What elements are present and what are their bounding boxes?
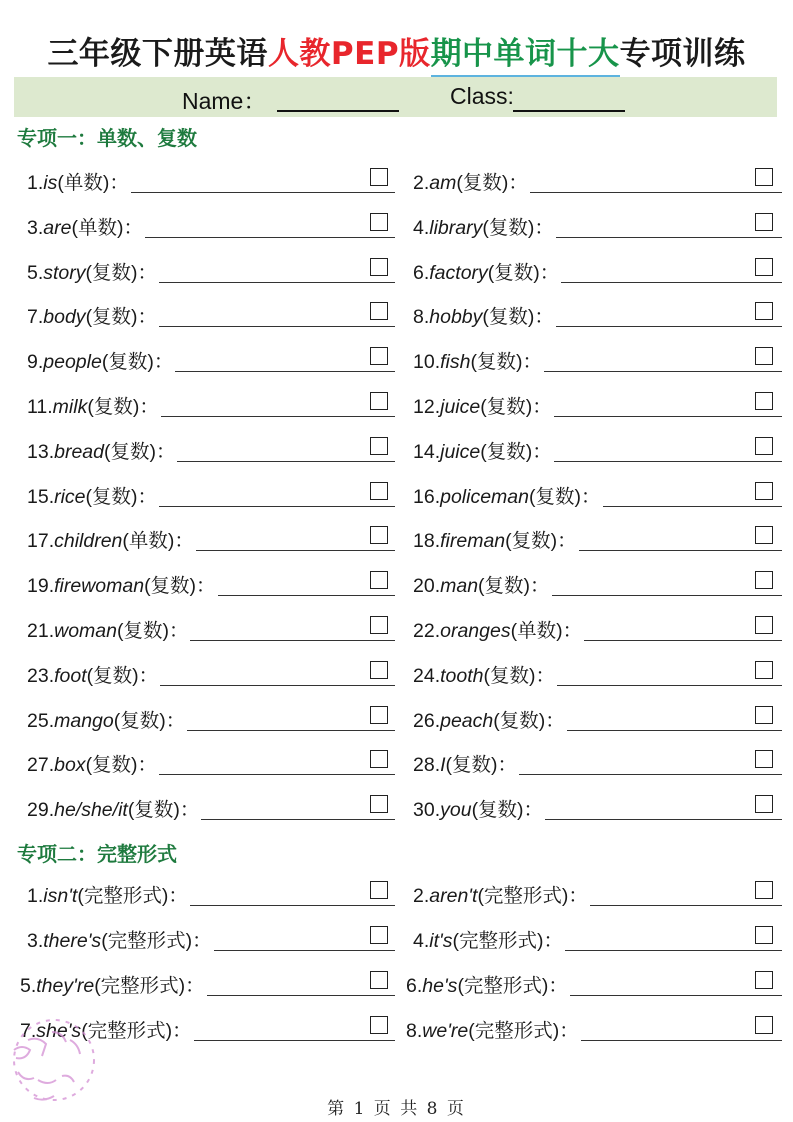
item-number: 11. bbox=[27, 396, 53, 418]
item-word: she's bbox=[36, 1020, 82, 1042]
item-word: body bbox=[43, 306, 86, 329]
item-label bbox=[413, 301, 554, 329]
item-number: 8. bbox=[413, 306, 430, 329]
check-box[interactable] bbox=[370, 168, 388, 186]
item-label bbox=[413, 705, 565, 733]
class-blank[interactable] bbox=[513, 110, 625, 112]
item-label bbox=[413, 212, 554, 240]
exercise-item bbox=[406, 1011, 782, 1047]
answer-blank[interactable] bbox=[218, 595, 395, 596]
exercise-item bbox=[27, 656, 395, 692]
item-number: 10. bbox=[413, 351, 441, 374]
check-box[interactable] bbox=[370, 482, 388, 500]
title-topic: 期中单词十大 bbox=[431, 28, 620, 73]
item-hint: (复数)： bbox=[85, 754, 158, 777]
item-hint: (单数)： bbox=[510, 620, 583, 642]
check-box[interactable] bbox=[370, 750, 388, 768]
answer-blank[interactable] bbox=[159, 506, 395, 507]
exercise-item bbox=[413, 745, 782, 781]
section-heading-full-form: 专项二：完整形式 bbox=[17, 842, 177, 866]
item-number: 19. bbox=[27, 575, 55, 598]
exercise-item bbox=[413, 297, 782, 333]
item-word: fish bbox=[440, 351, 471, 374]
exercise-item bbox=[413, 342, 782, 378]
item-number: 22. bbox=[413, 620, 441, 642]
item-word: am bbox=[429, 172, 457, 194]
check-box[interactable] bbox=[755, 168, 773, 186]
check-box[interactable] bbox=[370, 347, 388, 365]
item-hint: (复数)： bbox=[445, 754, 518, 777]
item-word: library bbox=[429, 216, 483, 239]
item-hint: (复数)： bbox=[85, 306, 158, 329]
check-box[interactable] bbox=[370, 881, 388, 899]
item-number: 7. bbox=[27, 306, 44, 329]
item-word: man bbox=[440, 575, 479, 598]
item-word: fireman bbox=[440, 530, 506, 553]
check-box[interactable] bbox=[370, 616, 388, 634]
check-box[interactable] bbox=[755, 482, 773, 500]
item-label bbox=[413, 880, 588, 908]
item-number: 26. bbox=[413, 709, 441, 732]
check-box[interactable] bbox=[370, 706, 388, 724]
item-hint: (完整形式)： bbox=[77, 885, 188, 907]
item-word: firewoman bbox=[54, 575, 145, 598]
item-word: is bbox=[43, 172, 58, 194]
answer-blank[interactable] bbox=[581, 1040, 782, 1041]
item-number: 7. bbox=[20, 1020, 37, 1042]
check-box[interactable] bbox=[370, 661, 388, 679]
check-box[interactable] bbox=[755, 437, 773, 455]
answer-blank[interactable] bbox=[194, 1040, 395, 1041]
item-number: 23. bbox=[27, 664, 55, 687]
exercise-item bbox=[413, 253, 782, 289]
item-number: 1. bbox=[27, 885, 44, 907]
answer-blank[interactable] bbox=[557, 685, 782, 686]
item-label bbox=[413, 570, 550, 598]
item-word: mango bbox=[54, 709, 114, 732]
check-box[interactable] bbox=[370, 571, 388, 589]
item-label bbox=[27, 749, 157, 777]
item-word: foot bbox=[54, 664, 87, 687]
item-hint: (复数)： bbox=[471, 799, 544, 822]
item-number: 29. bbox=[27, 799, 55, 822]
check-box[interactable] bbox=[370, 795, 388, 813]
item-word: I bbox=[440, 754, 446, 777]
item-label bbox=[27, 212, 143, 240]
item-label bbox=[20, 970, 205, 998]
exercise-item bbox=[413, 477, 782, 513]
answer-blank[interactable] bbox=[554, 461, 782, 462]
item-word: rice bbox=[54, 485, 86, 508]
item-hint: (复数)： bbox=[505, 530, 577, 553]
check-box[interactable] bbox=[370, 258, 388, 276]
check-box[interactable] bbox=[755, 616, 773, 634]
exercise-item bbox=[27, 432, 395, 468]
item-word: it's bbox=[429, 930, 453, 952]
item-label bbox=[27, 660, 158, 688]
answer-blank[interactable] bbox=[554, 416, 782, 417]
item-label bbox=[27, 436, 175, 464]
item-number: 28. bbox=[413, 754, 441, 777]
item-number: 25. bbox=[27, 709, 55, 732]
item-word: tooth bbox=[440, 664, 484, 687]
answer-blank[interactable] bbox=[579, 550, 782, 551]
check-box[interactable] bbox=[370, 392, 388, 410]
item-label bbox=[413, 660, 555, 688]
item-hint: (完整形式)： bbox=[457, 975, 568, 997]
item-label bbox=[27, 794, 199, 822]
check-box[interactable] bbox=[755, 926, 773, 944]
item-number: 9. bbox=[27, 351, 44, 374]
check-box[interactable] bbox=[755, 971, 773, 989]
item-number: 5. bbox=[20, 975, 37, 997]
exercise-item bbox=[27, 253, 395, 289]
check-box[interactable] bbox=[755, 661, 773, 679]
check-box[interactable] bbox=[755, 302, 773, 320]
item-number: 14. bbox=[413, 440, 441, 463]
answer-blank[interactable] bbox=[175, 371, 395, 372]
item-number: 8. bbox=[406, 1020, 423, 1042]
exercise-item bbox=[27, 477, 395, 513]
item-word: juice bbox=[440, 440, 481, 463]
answer-blank[interactable] bbox=[544, 371, 782, 372]
exercise-item bbox=[413, 521, 782, 557]
item-word: they're bbox=[36, 975, 95, 997]
item-word: woman bbox=[54, 620, 117, 642]
item-label bbox=[413, 391, 552, 419]
item-hint: (复数)： bbox=[480, 396, 552, 418]
item-label bbox=[413, 749, 517, 777]
exercise-item bbox=[27, 701, 395, 737]
item-hint: (完整形式)： bbox=[477, 885, 588, 907]
exercise-item bbox=[413, 876, 782, 912]
exercise-item bbox=[27, 876, 395, 912]
item-hint: (复数)： bbox=[478, 575, 550, 598]
item-label bbox=[413, 481, 601, 509]
item-number: 2. bbox=[413, 885, 430, 907]
check-box[interactable] bbox=[370, 971, 388, 989]
exercise-item bbox=[27, 163, 395, 199]
check-box[interactable] bbox=[370, 213, 388, 231]
item-word: we're bbox=[422, 1020, 469, 1042]
page-number: 第 1 页 共 8 页 bbox=[327, 1099, 466, 1119]
item-number: 4. bbox=[413, 216, 430, 239]
item-hint: (单数)： bbox=[57, 172, 129, 194]
exercise-item bbox=[413, 656, 782, 692]
item-label bbox=[413, 346, 542, 374]
item-number: 3. bbox=[27, 930, 44, 952]
answer-blank[interactable] bbox=[190, 640, 395, 641]
title-edition: 人教PEP版 bbox=[267, 36, 431, 72]
exercise-item bbox=[27, 521, 395, 557]
item-hint: (复数)： bbox=[487, 261, 560, 284]
item-hint: (复数)： bbox=[85, 485, 158, 508]
answer-blank[interactable] bbox=[552, 595, 782, 596]
answer-blank[interactable] bbox=[567, 730, 782, 731]
item-label bbox=[413, 167, 528, 195]
answer-blank[interactable] bbox=[177, 461, 395, 462]
item-word: box bbox=[54, 754, 86, 777]
item-hint: (复数)： bbox=[493, 709, 565, 732]
item-hint: (复数)： bbox=[86, 664, 159, 687]
check-box[interactable] bbox=[755, 795, 773, 813]
item-number: 30. bbox=[413, 799, 441, 822]
answer-blank[interactable] bbox=[556, 326, 782, 327]
item-word: factory bbox=[429, 261, 488, 284]
item-number: 6. bbox=[413, 261, 430, 284]
item-word: hobby bbox=[429, 306, 483, 329]
item-label bbox=[406, 1015, 579, 1043]
item-number: 15. bbox=[27, 485, 55, 508]
exercise-item bbox=[413, 566, 782, 602]
item-word: juice bbox=[440, 396, 481, 418]
answer-blank[interactable] bbox=[561, 282, 782, 283]
item-hint: (复数)： bbox=[482, 306, 554, 329]
exercise-item bbox=[413, 432, 782, 468]
check-box[interactable] bbox=[370, 926, 388, 944]
item-hint: (完整形式)： bbox=[101, 930, 212, 952]
item-hint: (复数)： bbox=[87, 396, 159, 418]
item-hint: (复数)： bbox=[482, 216, 554, 239]
item-label bbox=[27, 257, 157, 285]
exercise-item bbox=[413, 611, 782, 647]
answer-blank[interactable] bbox=[207, 995, 395, 996]
check-box[interactable] bbox=[755, 392, 773, 410]
exercise-item bbox=[27, 208, 395, 244]
item-hint: (复数)： bbox=[483, 664, 555, 687]
item-label bbox=[27, 346, 173, 374]
item-word: there's bbox=[43, 930, 102, 952]
item-label bbox=[406, 970, 568, 998]
item-hint: (完整形式)： bbox=[452, 930, 563, 952]
item-word: he/she/it bbox=[54, 799, 128, 822]
exercise-item bbox=[406, 966, 782, 1002]
item-hint: (完整形式)： bbox=[81, 1020, 192, 1042]
name-label: Name： bbox=[182, 88, 267, 114]
item-hint: (复数)： bbox=[470, 351, 542, 374]
item-label bbox=[27, 391, 159, 419]
answer-blank[interactable] bbox=[161, 416, 395, 417]
answer-blank[interactable] bbox=[131, 192, 395, 193]
item-label bbox=[413, 925, 563, 953]
exercise-item bbox=[27, 745, 395, 781]
item-word: milk bbox=[52, 396, 88, 418]
item-hint: (复数)： bbox=[103, 440, 176, 463]
item-hint: (复数)： bbox=[144, 575, 216, 598]
check-box[interactable] bbox=[755, 213, 773, 231]
check-box[interactable] bbox=[755, 347, 773, 365]
check-box[interactable] bbox=[755, 1016, 773, 1034]
item-number: 3. bbox=[27, 216, 44, 239]
check-box[interactable] bbox=[755, 526, 773, 544]
exercise-item bbox=[413, 208, 782, 244]
item-number: 18. bbox=[413, 530, 441, 553]
item-hint: (复数)： bbox=[113, 709, 186, 732]
item-label bbox=[413, 257, 559, 285]
item-label bbox=[27, 301, 157, 329]
item-label bbox=[27, 525, 194, 553]
exercise-item bbox=[27, 921, 395, 957]
item-label bbox=[27, 570, 216, 598]
item-word: story bbox=[43, 261, 86, 284]
answer-blank[interactable] bbox=[584, 640, 782, 641]
check-box[interactable] bbox=[755, 258, 773, 276]
item-label bbox=[27, 167, 129, 195]
answer-blank[interactable] bbox=[145, 237, 395, 238]
section-heading-singular-plural: 专项一：单数、复数 bbox=[17, 126, 197, 150]
exercise-item bbox=[413, 921, 782, 957]
answer-blank[interactable] bbox=[159, 774, 395, 775]
item-label bbox=[413, 525, 577, 553]
title-suffix: 专项训练 bbox=[619, 36, 746, 72]
check-box[interactable] bbox=[370, 302, 388, 320]
answer-blank[interactable] bbox=[530, 192, 782, 193]
item-label bbox=[413, 615, 582, 643]
item-hint: (复数)： bbox=[480, 440, 552, 463]
check-box[interactable] bbox=[755, 571, 773, 589]
exercise-item bbox=[413, 163, 782, 199]
item-hint: (完整形式)： bbox=[468, 1020, 579, 1042]
student-info-bar bbox=[14, 77, 777, 117]
item-number: 2. bbox=[413, 172, 430, 194]
item-hint: (复数)： bbox=[529, 485, 601, 508]
exercise-item bbox=[413, 790, 782, 826]
watermark-stamp bbox=[4, 1010, 104, 1110]
check-box[interactable] bbox=[755, 750, 773, 768]
item-hint: (单数)： bbox=[122, 530, 194, 553]
item-hint: (复数)： bbox=[116, 620, 189, 642]
item-hint: (复数)： bbox=[456, 172, 528, 194]
answer-blank[interactable] bbox=[159, 326, 395, 327]
answer-blank[interactable] bbox=[603, 506, 783, 507]
answer-blank[interactable] bbox=[201, 819, 395, 820]
item-word: are bbox=[43, 216, 72, 239]
item-hint: (复数)： bbox=[85, 261, 158, 284]
item-number: 27. bbox=[27, 754, 55, 777]
name-blank[interactable] bbox=[277, 110, 399, 112]
exercise-item bbox=[27, 387, 395, 423]
exercise-item bbox=[413, 701, 782, 737]
item-number: 6. bbox=[406, 975, 423, 997]
answer-blank[interactable] bbox=[159, 282, 395, 283]
answer-blank[interactable] bbox=[196, 550, 395, 551]
item-word: people bbox=[43, 351, 102, 374]
item-word: he's bbox=[422, 975, 458, 997]
answer-blank[interactable] bbox=[556, 237, 782, 238]
class-label: Class: bbox=[450, 83, 514, 109]
item-number: 21. bbox=[27, 620, 55, 642]
exercise-item bbox=[27, 297, 395, 333]
item-number: 20. bbox=[413, 575, 441, 598]
check-box[interactable] bbox=[755, 706, 773, 724]
answer-blank[interactable] bbox=[545, 819, 782, 820]
item-label bbox=[27, 615, 188, 643]
item-word: bread bbox=[54, 440, 104, 463]
item-hint: (复数)： bbox=[101, 351, 174, 374]
exercise-item bbox=[27, 611, 395, 647]
check-box[interactable] bbox=[370, 1016, 388, 1034]
item-word: isn't bbox=[43, 885, 78, 907]
exercise-item bbox=[27, 566, 395, 602]
answer-blank[interactable] bbox=[570, 995, 782, 996]
answer-blank[interactable] bbox=[190, 905, 395, 906]
item-hint: (完整形式)： bbox=[94, 975, 205, 997]
answer-blank[interactable] bbox=[160, 685, 395, 686]
item-label bbox=[27, 880, 188, 908]
check-box[interactable] bbox=[755, 881, 773, 899]
answer-blank[interactable] bbox=[590, 905, 782, 906]
item-label bbox=[27, 705, 185, 733]
exercise-item bbox=[20, 966, 395, 1002]
item-number: 1. bbox=[27, 172, 44, 194]
item-number: 13. bbox=[27, 440, 55, 463]
item-number: 5. bbox=[27, 261, 44, 284]
item-number: 12. bbox=[413, 396, 441, 418]
item-word: peach bbox=[440, 709, 494, 732]
item-label bbox=[413, 436, 552, 464]
item-number: 17. bbox=[27, 530, 55, 553]
answer-blank[interactable] bbox=[214, 950, 395, 951]
page-title bbox=[0, 28, 793, 73]
item-word: you bbox=[440, 799, 472, 822]
title-grade: 三年级下册英语 bbox=[47, 36, 268, 72]
item-number: 16. bbox=[413, 485, 441, 508]
item-word: oranges bbox=[440, 620, 511, 642]
answer-blank[interactable] bbox=[187, 730, 395, 731]
check-box[interactable] bbox=[370, 437, 388, 455]
item-label bbox=[27, 481, 157, 509]
item-word: policeman bbox=[440, 485, 529, 508]
exercise-item bbox=[413, 387, 782, 423]
item-hint: (单数)： bbox=[71, 216, 143, 239]
item-number: 4. bbox=[413, 930, 430, 952]
answer-blank[interactable] bbox=[565, 950, 782, 951]
check-box[interactable] bbox=[370, 526, 388, 544]
item-number: 24. bbox=[413, 664, 441, 687]
item-label bbox=[413, 794, 543, 822]
item-hint: (复数)： bbox=[127, 799, 200, 822]
item-label bbox=[27, 925, 212, 953]
item-word: children bbox=[54, 530, 123, 553]
exercise-item bbox=[27, 342, 395, 378]
exercise-item bbox=[27, 790, 395, 826]
answer-blank[interactable] bbox=[519, 774, 782, 775]
item-word: aren't bbox=[429, 885, 478, 907]
